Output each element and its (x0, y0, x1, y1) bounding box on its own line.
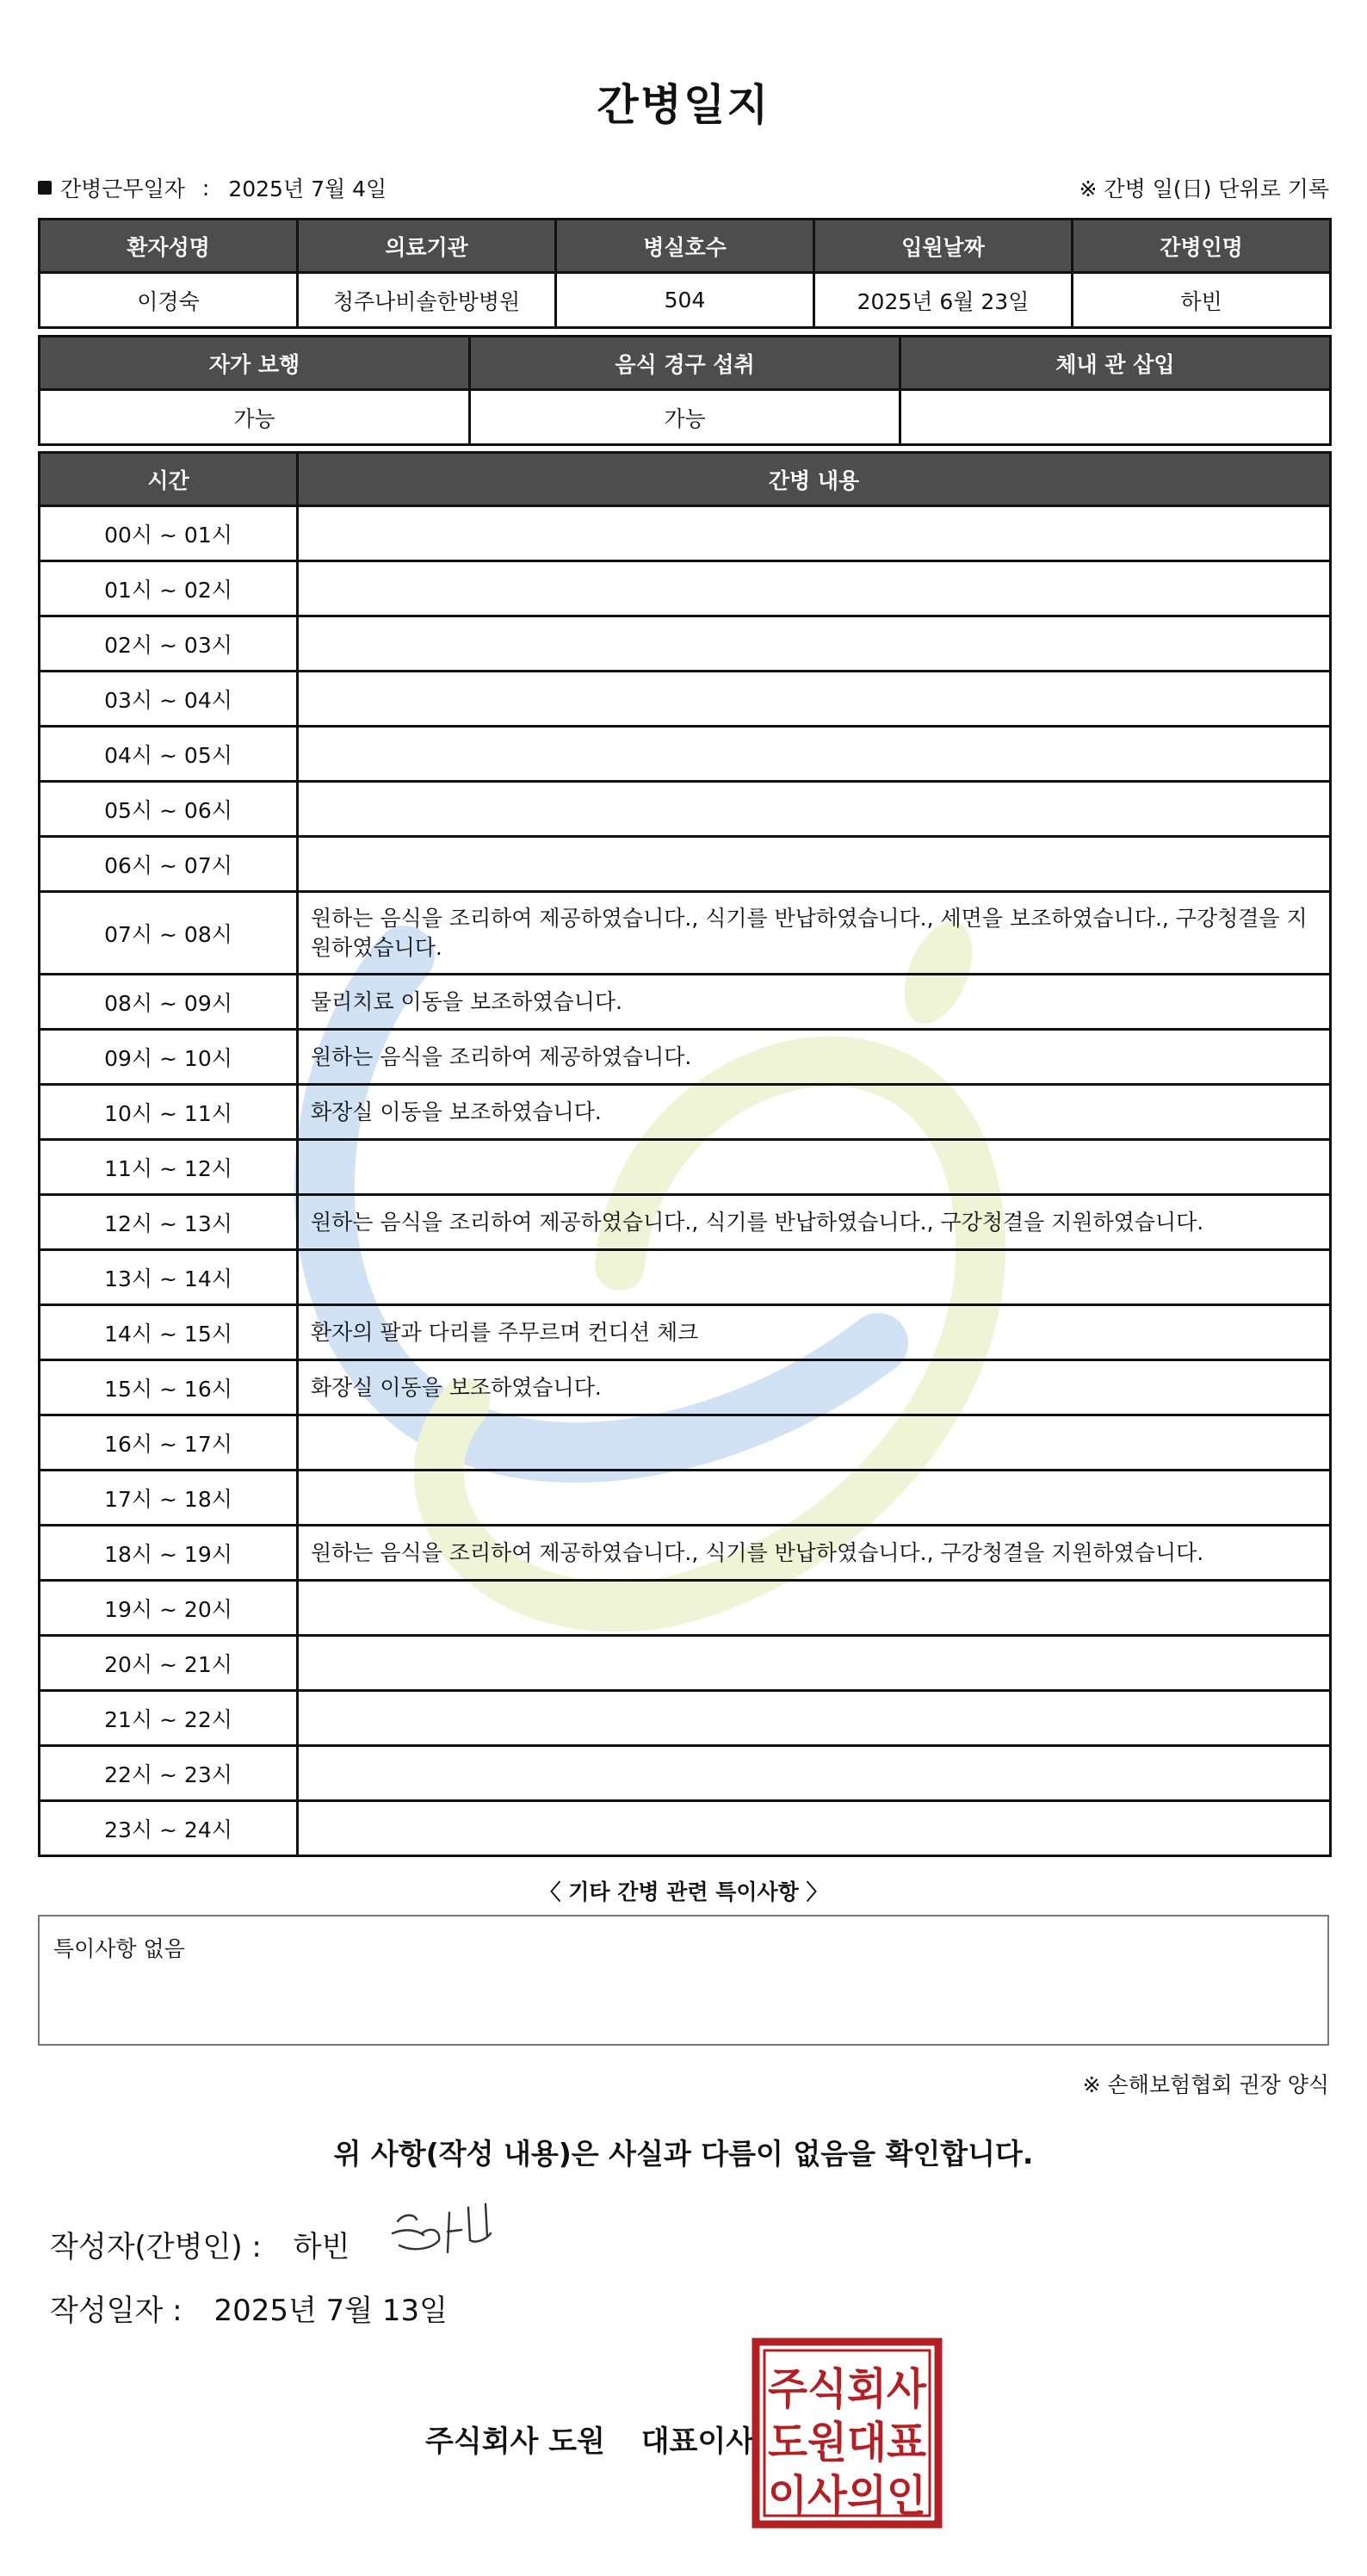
care-content (298, 672, 1331, 727)
room-number: 504 (556, 273, 814, 328)
care-content (298, 1746, 1331, 1801)
time-slot: 00시 ~ 01시 (40, 506, 298, 561)
company-name: 주식회사 도원 (425, 2424, 605, 2459)
status-header-row (40, 337, 1331, 390)
time-slot: 01시 ~ 02시 (40, 561, 298, 616)
work-date-separator: : (201, 175, 210, 201)
header-time: 시간 (40, 453, 298, 506)
log-body (40, 506, 1331, 1856)
writer-line (50, 2223, 349, 2265)
unit-note: ※ 간병 일(日) 단위로 기록 (1079, 176, 1329, 201)
time-slot: 02시 ~ 03시 (40, 616, 298, 672)
care-content: 원하는 음식을 조리하여 제공하였습니다., 식기를 반납하였습니다., 구강청결을 지원하였습니다. (298, 1526, 1331, 1581)
time-slot: 15시 ~ 16시 (40, 1360, 298, 1415)
time-slot: 13시 ~ 14시 (40, 1250, 298, 1305)
care-content (298, 837, 1331, 892)
work-date-row (38, 172, 1329, 207)
care-content (298, 782, 1331, 837)
time-slot: 10시 ~ 11시 (40, 1085, 298, 1140)
time-slot: 23시 ~ 24시 (40, 1801, 298, 1856)
table-row (40, 1636, 1331, 1691)
tube-insertion-value (900, 390, 1331, 445)
work-date-label: 간병근무일자 (60, 176, 185, 201)
table-row (40, 506, 1331, 561)
header-patient-name: 환자성명 (40, 220, 298, 273)
svg-text:주식회사: 주식회사 (768, 2364, 927, 2414)
write-date-line (50, 2287, 448, 2329)
table-row (40, 837, 1331, 892)
time-slot: 05시 ~ 06시 (40, 782, 298, 837)
self-walking-value: 가능 (40, 390, 470, 445)
table-row (40, 975, 1331, 1030)
table-row (40, 892, 1331, 975)
time-slot: 21시 ~ 22시 (40, 1691, 298, 1746)
status-value-row (40, 390, 1331, 445)
care-content: 원하는 음식을 조리하여 제공하였습니다., 식기를 반납하였습니다., 구강청결을 지원하였습니다. (298, 1195, 1331, 1250)
table-row (40, 727, 1331, 782)
header-caregiver-name: 간병인명 (1073, 220, 1331, 273)
care-content (298, 1801, 1331, 1856)
time-slot: 18시 ~ 19시 (40, 1526, 298, 1581)
care-content (298, 1581, 1331, 1636)
table-row (40, 1581, 1331, 1636)
svg-text:도원대표: 도원대표 (768, 2418, 927, 2468)
care-content: 화장실 이동을 보조하였습니다. (298, 1085, 1331, 1140)
header-oral-intake: 음식 경구 섭취 (470, 337, 900, 390)
page-title: 간병일지 (597, 80, 770, 130)
institution: 청주나비솔한방병원 (298, 273, 556, 328)
care-content: 원하는 음식을 조리하여 제공하였습니다. (298, 1030, 1331, 1085)
time-slot: 08시 ~ 09시 (40, 975, 298, 1030)
care-log-table (38, 451, 1332, 1857)
header-self-walking: 자가 보행 (40, 337, 470, 390)
care-content: 화장실 이동을 보조하였습니다. (298, 1360, 1331, 1415)
square-bullet-icon (38, 181, 52, 195)
handwritten-signature (379, 2195, 516, 2264)
association-note: ※ 손해보험협회 권장 양식 (1082, 2072, 1329, 2097)
table-row (40, 1195, 1331, 1250)
table-row (40, 561, 1331, 616)
oral-intake-value: 가능 (470, 390, 900, 445)
patient-status-table (38, 335, 1332, 446)
table-row (40, 1415, 1331, 1471)
notes-box (38, 1915, 1329, 2046)
patient-value-row (40, 273, 1331, 328)
time-slot: 06시 ~ 07시 (40, 837, 298, 892)
company-line (425, 2418, 754, 2460)
patient-header-row (40, 220, 1331, 273)
time-slot: 17시 ~ 18시 (40, 1471, 298, 1526)
care-content (298, 1140, 1331, 1195)
table-row (40, 672, 1331, 727)
care-content (298, 1471, 1331, 1526)
notes-text: 특이사항 없음 (53, 1936, 185, 1961)
time-slot: 11시 ~ 12시 (40, 1140, 298, 1195)
company-seal-stamp (751, 2337, 943, 2530)
svg-text:이사의인: 이사의인 (768, 2471, 926, 2521)
care-content (298, 1250, 1331, 1305)
writer-label: 작성자(간병인) : (50, 2230, 262, 2264)
table-row (40, 1305, 1331, 1360)
header-room-number: 병실호수 (556, 220, 814, 273)
admission-date: 2025년 6월 23일 (814, 273, 1073, 328)
time-slot: 12시 ~ 13시 (40, 1195, 298, 1250)
work-date-value: 2025년 7월 4일 (228, 176, 387, 201)
patient-name: 이경숙 (40, 273, 298, 328)
work-date (38, 172, 387, 203)
time-slot: 07시 ~ 08시 (40, 892, 298, 975)
time-slot: 20시 ~ 21시 (40, 1636, 298, 1691)
patient-info-table (38, 218, 1332, 329)
header-tube-insertion: 체내 관 삽입 (900, 337, 1331, 390)
notes-title: 〈 기타 간병 관련 특이사항 〉 (539, 1879, 828, 1904)
time-slot: 04시 ~ 05시 (40, 727, 298, 782)
table-row (40, 1030, 1331, 1085)
company-role: 대표이사 (640, 2424, 755, 2459)
header-admission-date: 입원날짜 (814, 220, 1073, 273)
table-row (40, 1801, 1331, 1856)
care-content (298, 561, 1331, 616)
care-content: 원하는 음식을 조리하여 제공하였습니다., 식기를 반납하였습니다., 세면을 보조하였습니다., 구강청결을 지원하였습니다. (298, 892, 1331, 975)
time-slot: 14시 ~ 15시 (40, 1305, 298, 1360)
table-row (40, 1471, 1331, 1526)
table-row (40, 1250, 1331, 1305)
header-care-content: 간병 내용 (298, 453, 1331, 506)
time-slot: 03시 ~ 04시 (40, 672, 298, 727)
table-row (40, 782, 1331, 837)
write-date-label: 작성일자 : (50, 2294, 182, 2328)
time-slot: 22시 ~ 23시 (40, 1746, 298, 1801)
care-content (298, 506, 1331, 561)
caregiver-name: 하빈 (1073, 273, 1331, 328)
table-row (40, 1526, 1331, 1581)
table-row (40, 1360, 1331, 1415)
time-slot: 16시 ~ 17시 (40, 1415, 298, 1471)
care-content (298, 1636, 1331, 1691)
time-slot: 19시 ~ 20시 (40, 1581, 298, 1636)
log-header-row (40, 453, 1331, 506)
care-content (298, 727, 1331, 782)
care-content: 물리치료 이동을 보조하였습니다. (298, 975, 1331, 1030)
table-row (40, 1085, 1331, 1140)
care-content (298, 1691, 1331, 1746)
time-slot: 09시 ~ 10시 (40, 1030, 298, 1085)
care-content (298, 616, 1331, 672)
header-institution: 의료기관 (298, 220, 556, 273)
care-content (298, 1415, 1331, 1471)
table-row (40, 1140, 1331, 1195)
write-date-value: 2025년 7월 13일 (213, 2294, 448, 2328)
writer-name: 하빈 (293, 2230, 350, 2264)
table-row (40, 1746, 1331, 1801)
confirmation-statement: 위 사항(작성 내용)은 사실과 다름이 없음을 확인합니다. (333, 2137, 1034, 2170)
table-row (40, 616, 1331, 672)
table-row (40, 1691, 1331, 1746)
care-content: 환자의 팔과 다리를 주무르며 컨디션 체크 (298, 1305, 1331, 1360)
